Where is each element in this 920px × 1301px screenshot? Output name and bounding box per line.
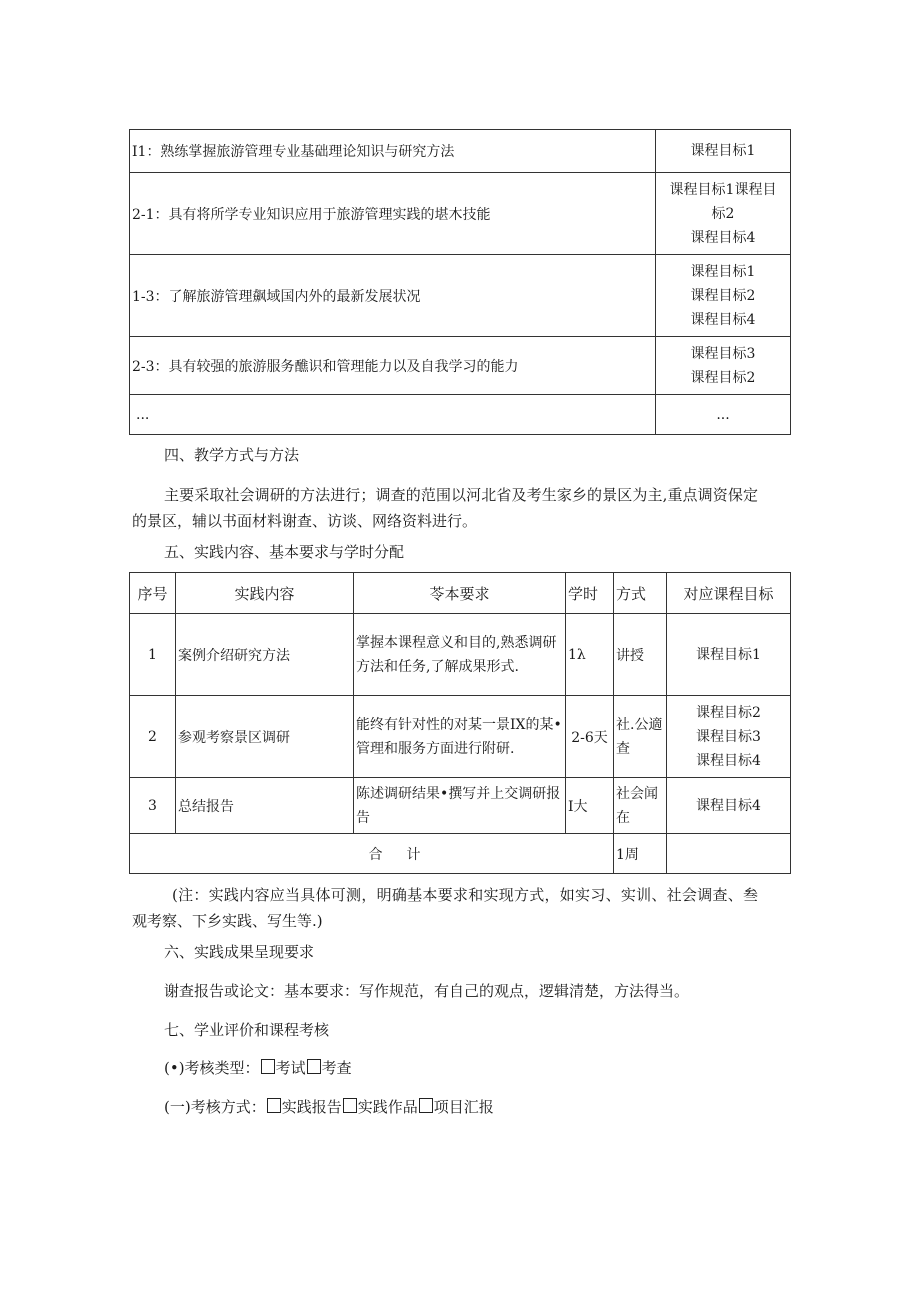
content-cell: 总结报告 — [176, 778, 354, 834]
goal-cell — [667, 778, 791, 834]
goal-cell — [667, 614, 791, 696]
table-row — [130, 337, 791, 395]
row-number: 3 — [130, 778, 176, 834]
total-label-text: 合计 — [368, 846, 445, 863]
goal-line: 课程目标2 — [690, 287, 756, 304]
goal-line: 课程目标4 — [690, 229, 756, 246]
total-hours: 1周 — [614, 834, 667, 874]
requirement-cell: 能终有针对性的对某一景IX的某•管理和服务方面进行附研. — [354, 696, 566, 778]
header-cell: 方式 — [614, 573, 667, 614]
assessment-method-line — [164, 1094, 494, 1120]
requirement-cell: 1-3：了解旅游管理飙域国内外的最新发展状况 — [130, 255, 656, 337]
requirement-cell: 2-3：具有较强的旅游服务醮识和管理能力以及自我学习的能力 — [130, 337, 656, 395]
option-label: 考试 — [275, 1059, 306, 1077]
section4-body: 主要采取社会调研的方法进行；调查的范围以河北省及考生家乡的景区为主,重点调资保定的景区，辅以书面材料谢查、访谈、网络资料进行。 — [132, 486, 758, 530]
requirement-cell: ... — [130, 395, 656, 435]
goal-line: 课程目标1 — [696, 646, 761, 663]
table-row — [130, 173, 791, 255]
goal-cell — [656, 255, 791, 337]
goal-cell — [667, 696, 791, 778]
method-cell: 讲授 — [614, 614, 667, 696]
goal-line: 课程目标3 — [696, 728, 761, 745]
goal-cell — [656, 130, 791, 173]
goal-line: 课程目标2 — [696, 704, 761, 721]
table-row — [130, 614, 791, 696]
goal-line: 课程目标1 — [690, 143, 756, 159]
header-cell: 实践内容 — [176, 573, 354, 614]
section6-heading: 六、实践成果呈现要求 — [164, 943, 315, 961]
section5-heading: 五、实践内容、基本要求与学时分配 — [164, 543, 405, 561]
total-row — [130, 834, 791, 874]
goal-line: 标2 — [711, 205, 735, 222]
exam-checkbox[interactable] — [261, 1059, 275, 1074]
goal-line: 课程目标2 — [690, 369, 756, 386]
table-row — [130, 130, 791, 173]
inspection-checkbox[interactable] — [307, 1059, 321, 1074]
assessment-type-label: (•)考核类型： — [164, 1059, 260, 1077]
table-row — [130, 395, 791, 435]
content-cell: 案例介绍研究方法 — [176, 614, 354, 696]
method-cell: 社会闻在 — [614, 778, 667, 834]
header-cell: 苓本要求 — [354, 573, 566, 614]
row-number: 1 — [130, 614, 176, 696]
assessment-method-label: (一)考核方式： — [164, 1098, 266, 1116]
empty-cell — [667, 834, 791, 874]
outcome-table — [129, 129, 791, 435]
table-header-row — [130, 573, 791, 614]
content-cell: 参观考察景区调研 — [176, 696, 354, 778]
hours-cell: 2-6天 — [566, 696, 614, 778]
goal-line: ... — [716, 406, 730, 423]
report-checkbox[interactable] — [267, 1098, 281, 1113]
section6-body: 谢查报告或论文：基本要求：写作规范，有自己的观点，逻辑清楚，方法得当。 — [164, 982, 690, 1000]
row-number: 2 — [130, 696, 176, 778]
goal-line: 课程目标4 — [696, 752, 761, 769]
goal-cell — [656, 395, 791, 435]
goal-line: 课程目标1课程目 — [669, 181, 777, 198]
goal-cell — [656, 337, 791, 395]
project-checkbox[interactable] — [419, 1098, 433, 1113]
goal-cell — [656, 173, 791, 255]
section7-heading: 七、学业评价和课程考核 — [164, 1021, 330, 1039]
table-row — [130, 255, 791, 337]
header-cell: 学时 — [566, 573, 614, 614]
table-row — [130, 696, 791, 778]
practice-table — [129, 572, 791, 874]
goal-line: 课程目标4 — [690, 311, 756, 328]
requirement-cell: 陈述调研结果•撰写并上交调研报告 — [354, 778, 566, 834]
requirement-cell: I1：熟练掌握旅游管理专业基础理论知识与研究方法 — [130, 130, 656, 173]
option-label: 实践报告 — [281, 1098, 342, 1116]
header-cell: 序号 — [130, 573, 176, 614]
goal-line: 课程目标4 — [696, 797, 761, 814]
goal-line: 课程目标3 — [690, 345, 756, 362]
practice-note: (注：实践内容应当具体可测，明确基本要求和实现方式，如实习、实训、社会调查、叁观考察、下乡实践、写生等.) — [132, 886, 758, 930]
work-checkbox[interactable] — [343, 1098, 357, 1113]
method-cell: 社.公適查 — [614, 696, 667, 778]
hours-cell: 1λ — [566, 614, 614, 696]
section4-heading: 四、教学方式与方法 — [164, 446, 300, 464]
requirement-cell: 2-1：具有将所学专业知识应用于旅游管理实践的堪木技能 — [130, 173, 656, 255]
option-label: 实践作品 — [357, 1098, 418, 1116]
hours-cell: I大 — [566, 778, 614, 834]
header-cell: 对应课程目标 — [667, 573, 791, 614]
goal-line: 课程目标1 — [690, 263, 756, 280]
requirement-cell: 掌握本课程意义和目的,熟悉调研方法和任务,了解成果形式. — [354, 614, 566, 696]
table-row — [130, 778, 791, 834]
total-label — [130, 834, 614, 874]
option-label: 项目汇报 — [433, 1098, 494, 1116]
assessment-type-line — [164, 1055, 352, 1081]
option-label: 考查 — [321, 1059, 352, 1077]
